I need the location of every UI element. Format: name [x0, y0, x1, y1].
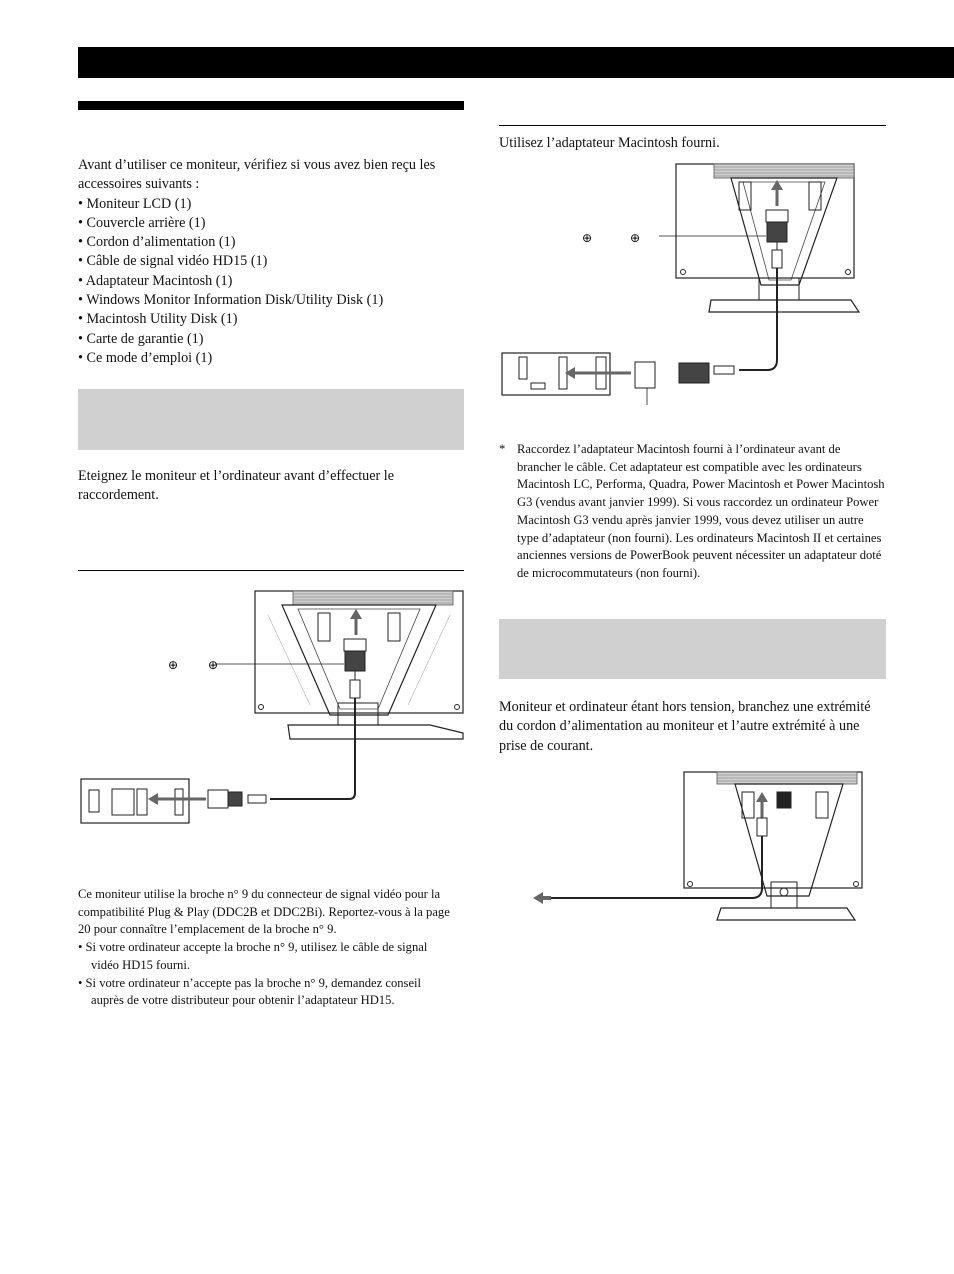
list-item: • Adaptateur Macintosh (1)	[78, 272, 233, 289]
accessories-section	[78, 156, 468, 368]
subsection-rule	[78, 570, 464, 571]
list-item: • Couvercle arrière (1)	[78, 214, 206, 231]
list-item: • Macintosh Utility Disk (1)	[78, 311, 238, 328]
list-item: • Windows Monitor Information Disk/Utility Disk (1)	[78, 292, 384, 309]
svg-text:⊕: ⊕	[168, 658, 179, 672]
power-connection-diagram	[499, 770, 889, 930]
mac-connection-diagram	[499, 160, 889, 405]
ddc-note: Ce moniteur utilise la broche n° 9 du connecteur de signal vidéo pour la compatibilité Plug & Play (DDC2B et DDC2Bi). Reportez-vous à la page 20 pour connaître l’emplacement de la broche n° 9.	[78, 887, 450, 937]
accessories-list	[78, 195, 468, 369]
svg-text:⊕: ⊕	[630, 231, 641, 245]
svg-text:⊕: ⊕	[582, 231, 593, 245]
power-note: Moniteur et ordinateur étant hors tension, branchez une extrémité du cordon d’alimentation au moniteur et l’autre extrémité à une prise de courant.	[499, 699, 871, 754]
heading-box-connection	[78, 389, 464, 450]
list-item: • Câble de signal vidéo HD15 (1)	[78, 253, 268, 270]
list-item: • Si votre ordinateur accepte la broche n° 9, utilisez le câble de signal vidéo HD15 fourni.	[78, 940, 428, 972]
heading-box-power	[499, 619, 886, 679]
footnote-text: Raccordez l’adaptateur Macintosh fourni à l’ordinateur avant de brancher le câble. Cet adaptateur est compatible avec les ordinateurs Macintosh LC, Performa, Quadra, Power Macintosh et Power Macintosh G3 (vendus avant janvier 1999). Si vous raccordez un ordinateur Power Macintosh G3 vendu après janvier 1999, vous devez utiliser un autre type d’adaptateur (non fourni). Les ordinateurs Macintosh II et certaines anciennes versions de PowerBook peuvent nécessiter un adaptateur doté de microcommutateurs (non fourni).	[517, 442, 885, 580]
connection-note: Eteignez le moniteur et l’ordinateur avant d’effectuer le raccordement.	[78, 468, 395, 504]
mac-intro: Utilisez l’adaptateur Macintosh fourni.	[499, 135, 720, 151]
pc-connection-diagram	[78, 585, 468, 830]
ddc-bullets	[78, 939, 450, 1010]
list-item: • Moniteur LCD (1)	[78, 195, 192, 212]
list-item: • Ce mode d’emploi (1)	[78, 349, 213, 366]
subsection-rule	[499, 125, 886, 126]
svg-text:⊕: ⊕	[208, 658, 219, 672]
list-item: • Si votre ordinateur n’accepte pas la broche n° 9, demandez conseil auprès de votre distributeur pour obtenir l’adaptateur HD15.	[78, 975, 422, 1008]
accessories-intro: Avant d’utiliser ce moniteur, vérifiez si vous avez bien reçu les accessoires suivants :	[78, 157, 436, 193]
mac-footnote	[499, 441, 886, 583]
ddc-section	[78, 886, 450, 1010]
section-rule	[78, 101, 464, 110]
list-item: • Carte de garantie (1)	[78, 330, 204, 347]
list-item: • Cordon d’alimentation (1)	[78, 234, 236, 251]
header-bar	[78, 47, 954, 78]
footnote-mark: *	[499, 442, 506, 456]
